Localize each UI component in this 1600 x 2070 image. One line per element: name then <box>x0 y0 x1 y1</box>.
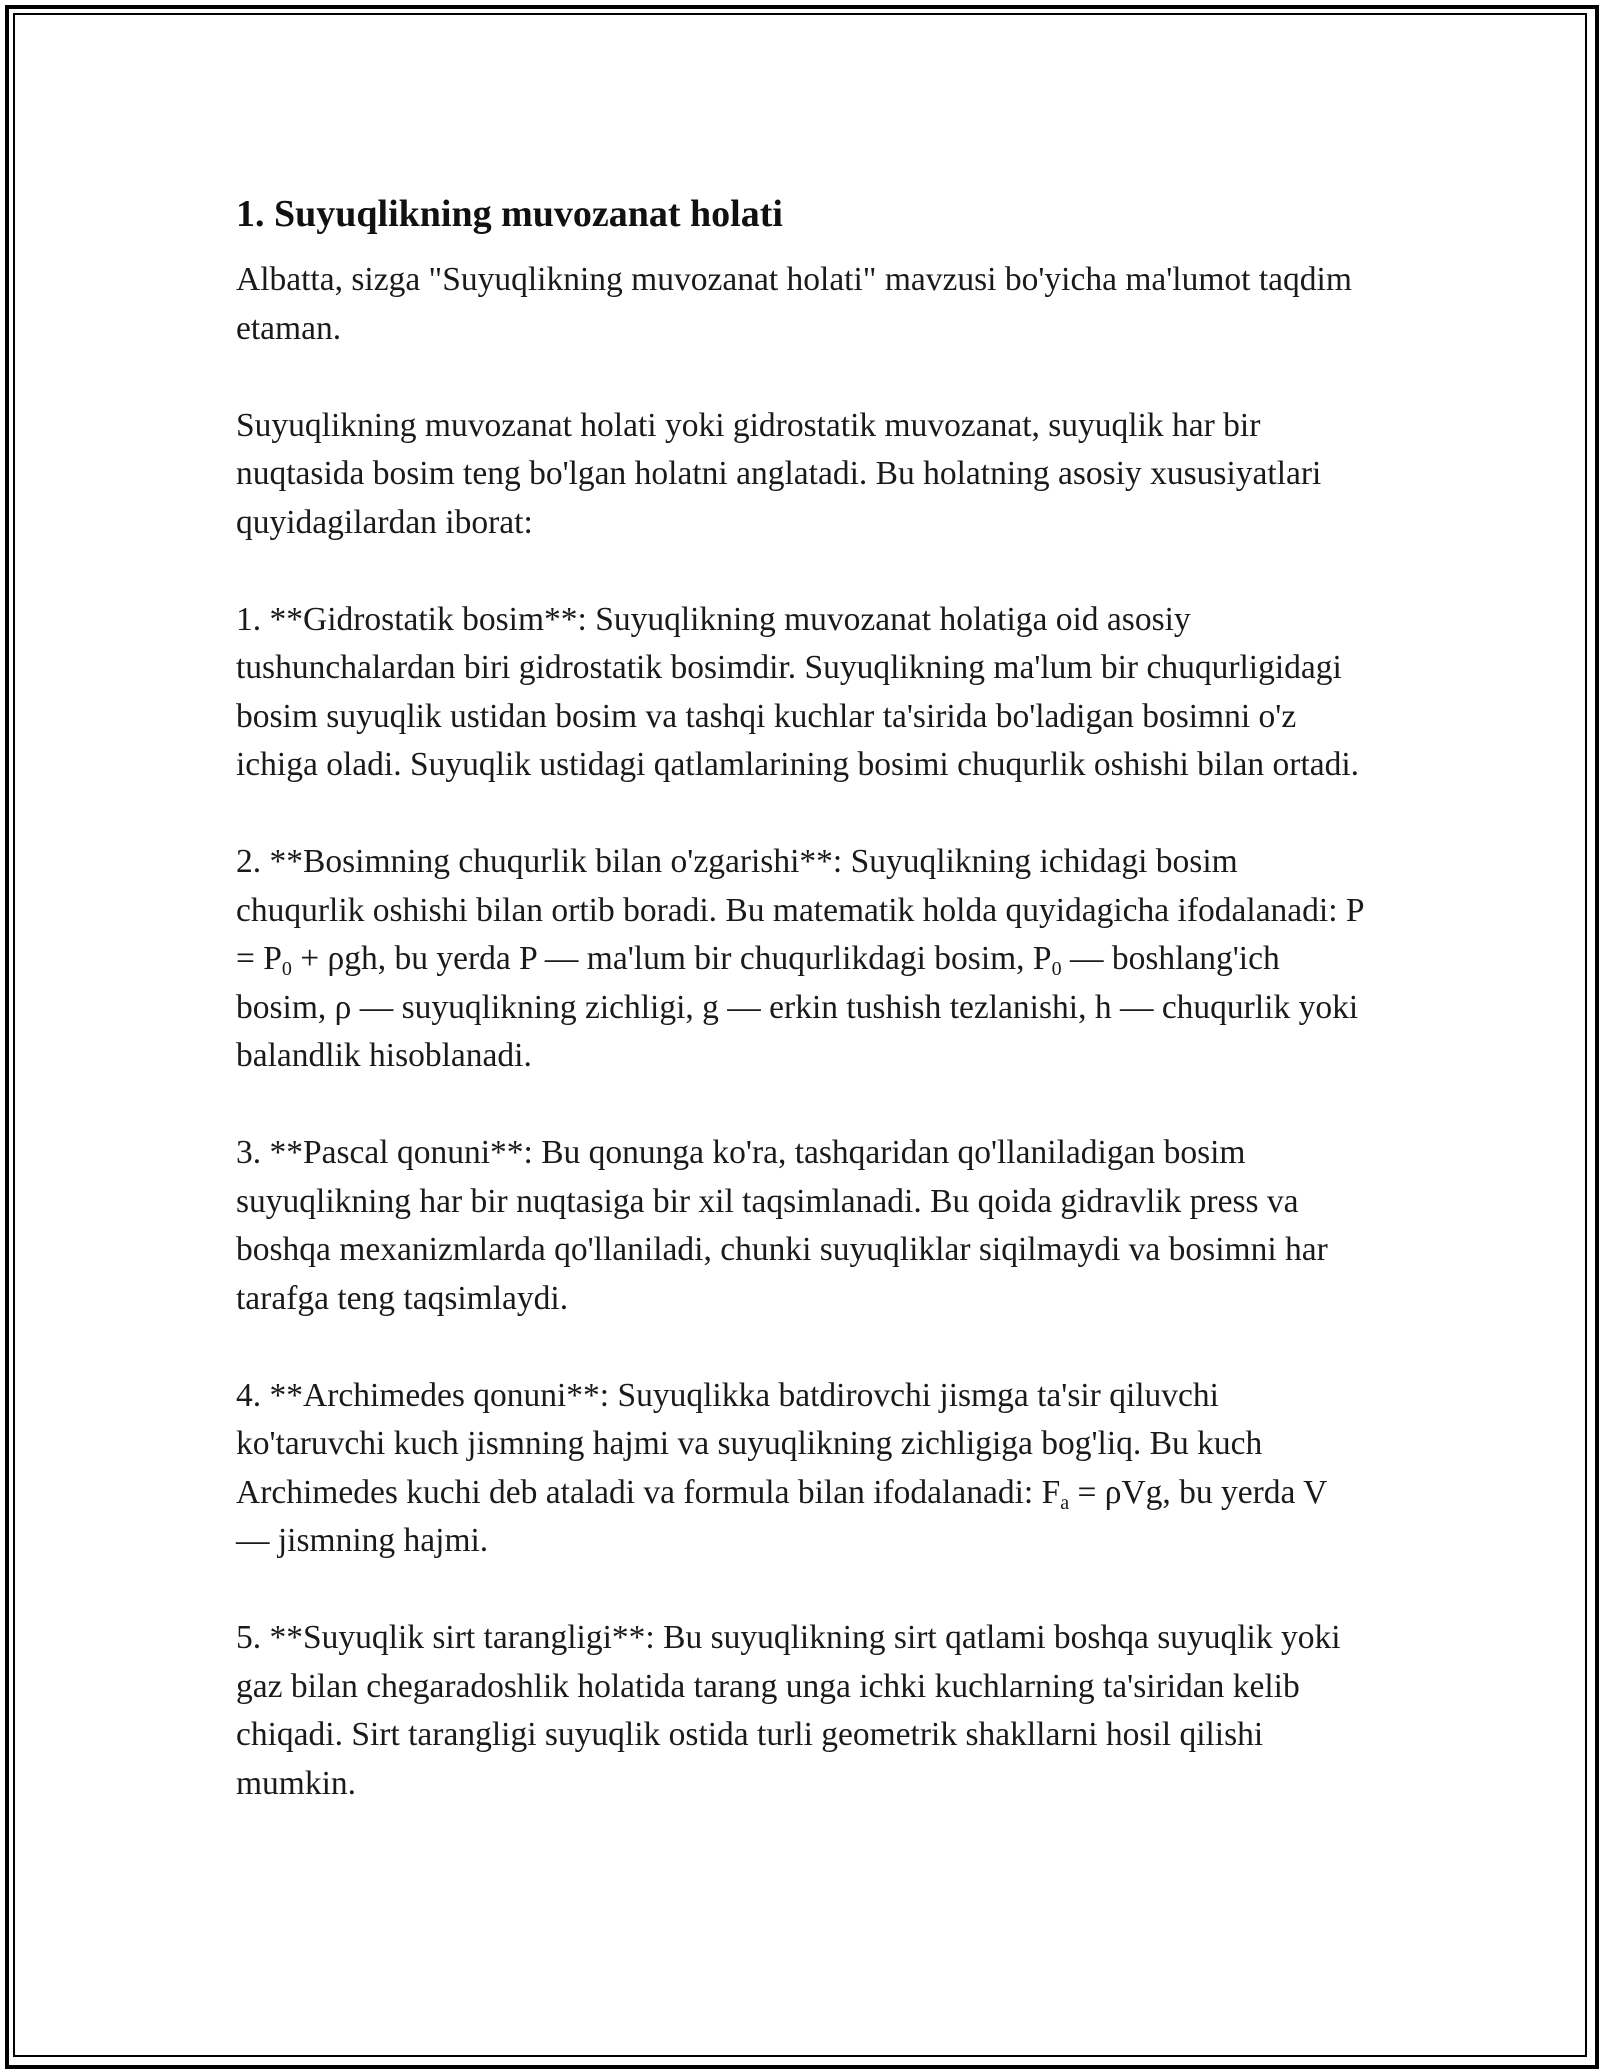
item4-subscript-1: a <box>1060 1491 1070 1514</box>
item-surface-tension: 5. **Suyuqlik sirt tarangligi**: Bu suyuqlikning sirt qatlami boshqa suyuqlik yoki gaz bilan chegaradoshlik holatida tarang unga ichki kuchlarning ta'siridan kelib chiqadi. Sirt tarangligi suyuqlik ostida turli geometrik shakllarni hosil qilishi mumkin. <box>236 1619 1341 1802</box>
item2-text-1: 2. **Bosimning chuqurlik bilan o'zgarishi**: Suyuqlikning ichidagi bosim chuqurlik oshishi bilan ortib boradi. Bu matematik holda quyidagicha ifodalanadi: P = P <box>236 843 1364 977</box>
item4-text-2: = ρVg, bu yerda V — jismning hajmi. <box>236 1473 1327 1559</box>
item2-text-2: + ρgh, bu yerda P — ma'lum bir chuqurlikdagi bosim, P <box>291 940 1052 977</box>
item2-subscript-1: 0 <box>281 958 292 980</box>
document-title: 1. Suyuqlikning muvozanat holati <box>236 193 783 235</box>
item4-text-1: 4. **Archimedes qonuni**: Suyuqlikka batdirovchi jismga ta'sir qiluvchi ko'taruvchi kuch jismning hajmi va suyuqlikning zichligiga bog'liq. Bu kuch Archimedes kuchi deb ataladi va formula bilan ifodalanadi: F <box>236 1376 1263 1511</box>
item-pascal-law: 3. **Pascal qonuni**: Bu qonunga ko'ra, tashqaridan qo'llaniladigan bosim suyuqlikning har bir nuqtasiga bir xil taqsimlanadi. Bu qoida gidravlik press va boshqa mexanizmlarda qo'llaniladi, chunki suyuqliklar siqilmaydi va bosimni har tarafga teng taqsimlaydi. <box>236 1134 1328 1317</box>
item-hydrostatic-pressure: 1. **Gidrostatik bosim**: Suyuqlikning muvozanat holatiga oid asosiy tushunchalardan biri gidrostatik bosimdir. Suyuqlikning ma'lum bir chuqurligidagi bosim suyuqlik ustidan bosim va tashqi kuchlar ta'sirida bo'ladigan bosimni o'z ichiga oladi. Suyuqlik ustidagi qatlamlarining bosimi chuqurlik oshishi bilan ortadi. <box>236 600 1360 783</box>
item2-text-3: — boshlang'ich bosim, ρ — suyuqlikning zichligi, g — erkin tushish tezlanishi, h — chuqurlik yoki balandlik hisoblanadi. <box>236 940 1359 1074</box>
intro-paragraph: Albatta, sizga "Suyuqlikning muvozanat holati" mavzusi bo'yicha ma'lumot taqdim etaman. <box>236 261 1352 347</box>
item2-subscript-2: 0 <box>1051 958 1062 980</box>
definition-paragraph: Suyuqlikning muvozanat holati yoki gidrostatik muvozanat, suyuqlik har bir nuqtasida bosim teng bo'lgan holatni anglatadi. Bu holatning asosiy xususiyatlari quyidagilardan iborat: <box>236 406 1322 541</box>
document-body <box>236 186 1366 1857</box>
item-archimedes-law <box>236 1372 1366 1566</box>
item-pressure-depth <box>236 838 1366 1081</box>
